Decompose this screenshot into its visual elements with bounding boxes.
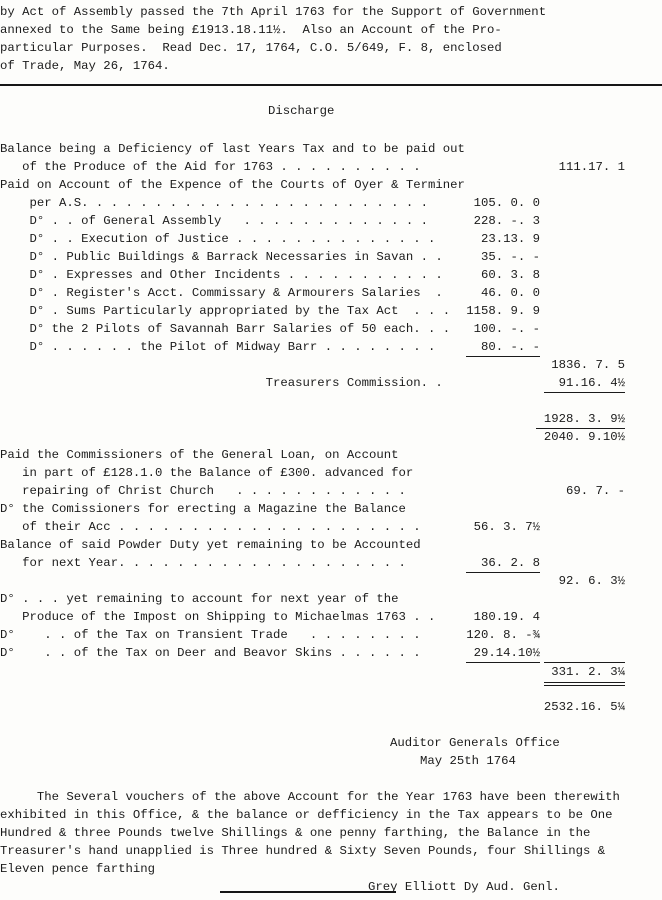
row-label: D° the Comissioners for erecting a Magazine the Balance [0,502,406,516]
account-row [0,284,662,302]
account-row [0,500,662,518]
account-row [0,140,662,158]
row-label: D° . . of General Assembly . . . . . . . . . . . . . [0,214,429,228]
row-amount: 2532.16. 5¼ [543,700,625,714]
section-divider-rule [0,84,662,86]
closing-paragraph [0,788,662,878]
header-line: by Act of Assembly passed the 7th April 1763 for the Support of Government [0,5,547,19]
row-amount: 1158. 9. 9 [466,304,540,318]
account-row [0,302,662,320]
account-row [0,158,662,176]
row-amount: 35. -. - [473,250,540,264]
row-amount-grand-total: 331. 2. 3¼ [544,662,625,686]
account-row [0,338,662,356]
account-row [0,662,662,680]
row-amount: 100. -. - [466,322,540,336]
row-label: D° . . of the Tax on Transient Trade . . . . . . . . [0,628,421,642]
row-label: Paid the Commissioners of the General Loan, on Account [0,448,399,462]
account-row [0,266,662,284]
closing-line: Eleven pence farthing [0,862,155,876]
row-label: D° . . Execution of Justice . . . . . . . . . . . . . . [0,232,436,246]
account-row [0,356,662,374]
row-label: Produce of the Impost on Shipping to Michaelmas 1763 . . [0,610,436,624]
header-line: of Trade, May 26, 1764. [0,59,170,73]
row-amount: 60. 3. 8 [473,268,540,282]
account-row [0,464,662,482]
office-block [0,734,662,770]
row-amount: 56. 3. 7½ [473,520,540,534]
office-date: May 25th 1764 [420,754,516,768]
account-row [0,230,662,248]
row-label: of their Acc . . . . . . . . . . . . . . . . . . . . . [0,520,421,534]
account-row [0,320,662,338]
row-label: D° . Register's Acct. Commissary & Armourers Salaries . [0,286,443,300]
row-amount: 91.16. 4½ [544,374,625,393]
account-row [0,194,662,212]
row-amount: 46. 0. 0 [473,286,540,300]
row-amount: 228. -. 3 [473,214,540,228]
account-row [0,482,662,500]
account-row [0,410,662,428]
row-label: of the Produce of the Aid for 1763 . . . . . . . . . . [0,160,421,174]
closing-line: The Several vouchers of the above Account for the Year 1763 have been therewith [0,790,620,804]
account-row [0,176,662,194]
account-row [0,644,662,662]
header-line: annexed to the Same being £1913.18.11½. Also an Account of the Pro- [0,23,502,37]
closing-line: exhibited in this Office, & the balance or defficiency in the Tax appears to be One [0,808,613,822]
closing-line: Hundred & three Pounds twelve Shillings & one penny farthing, the Balance in the [0,826,591,840]
account-row [0,446,662,464]
account-row [0,212,662,230]
row-amount: 105. 0. 0 [473,196,540,210]
row-amount: 23.13. 9 [473,232,540,246]
account-row [0,248,662,266]
row-label: per A.S. . . . . . . . . . . . . . . . . . . . . . . . [0,196,429,210]
row-amount: 1836. 7. 5 [551,358,625,372]
row-label: repairing of Christ Church . . . . . . . . . . . . [0,484,406,498]
account-row [0,626,662,644]
row-amount: 2040. 9.10½ [543,430,625,444]
spacer-row [0,680,662,698]
row-label: in part of £128.1.0 the Balance of £300. advanced for [0,466,414,480]
section-title: Discharge [268,104,335,118]
row-label: D° . . of the Tax on Deer and Beavor Skins . . . . . . [0,646,421,660]
row-label: D° . Expresses and Other Incidents . . . . . . . . . . . [0,268,443,282]
row-label: Paid on Account of the Expence of the Courts of Oyer & Terminer [0,178,465,192]
header-line: particular Purposes. Read Dec. 17, 1764, C.O. 5/649, F. 8, enclosed [0,41,502,55]
account-row [0,590,662,608]
row-amount: 111.17. 1 [558,160,625,174]
account-row [0,374,662,392]
account-row [0,608,662,626]
closing-line: Treasurer's hand unapplied is Three hundred & Sixty Seven Pounds, four Shillings & [0,844,606,858]
row-label: for next Year. . . . . . . . . . . . . . . . . . . . [0,556,406,570]
discharge-rows [0,140,662,716]
account-row [0,572,662,590]
account-row [0,554,662,572]
bottom-rule [220,891,396,893]
spacer [0,120,662,140]
row-amount: 69. 7. - [565,484,625,498]
row-amount: 92. 6. 3½ [558,574,625,588]
spacer-row [0,392,662,410]
account-row [0,536,662,554]
signature: Grey Elliott Dy Aud. Genl. [368,880,560,894]
row-label: D° . Sums Particularly appropriated by the Tax Act . . . [0,304,451,318]
office-name: Auditor Generals Office [390,736,560,750]
row-amount: 180.19. 4 [473,610,540,624]
row-amount: 36. 2. 8 [466,554,540,573]
row-label: Balance of said Powder Duty yet remaining to be Accounted [0,538,421,552]
row-label: D° . Public Buildings & Barrack Necessaries in Savan . . [0,250,443,264]
header-paragraph [0,3,662,75]
row-label: Balance being a Deficiency of last Years Tax and to be paid out [0,142,465,156]
row-label: D° the 2 Pilots of Savannah Barr Salaries of 50 each. . . [0,322,451,336]
row-amount: 29.14.10½ [466,644,540,663]
row-amount: 1928. 3. 9½ [536,410,625,429]
account-row [0,428,662,446]
row-amount: 80. -. - [466,338,540,357]
account-row [0,698,662,716]
account-row [0,518,662,536]
row-label: D° . . . . . . the Pilot of Midway Barr . . . . . . . . [0,340,436,354]
row-amount: 120. 8. -¾ [466,628,540,642]
row-label: Treasurers Commission. . [0,376,443,390]
row-label: D° . . . yet remaining to account for next year of the [0,592,399,606]
